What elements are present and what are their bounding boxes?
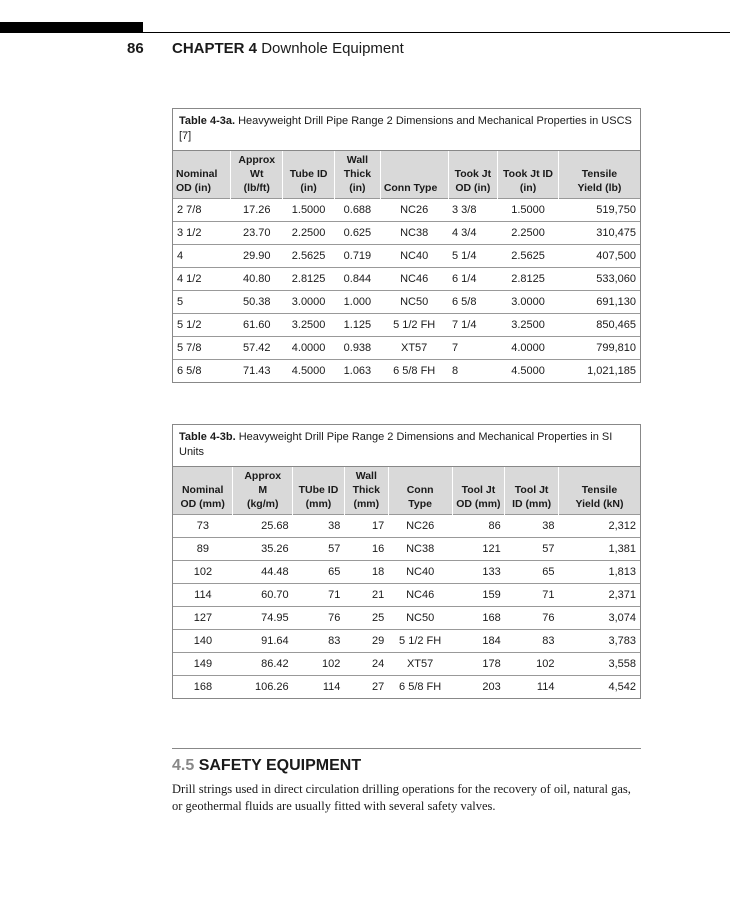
table-cell: 8 (448, 360, 498, 383)
table-cell: NC46 (388, 584, 452, 607)
table-cell: 0.625 (335, 222, 381, 245)
column-header-line: Tool Jt (514, 484, 549, 496)
table-cell: 35.26 (233, 538, 293, 561)
table-cell: 2,312 (558, 515, 640, 538)
column-header-line: Type (408, 498, 432, 510)
column-header-line: OD (in) (455, 182, 491, 194)
table-cell: 1,381 (558, 538, 640, 561)
section-rule (172, 748, 641, 749)
table-cell: 203 (452, 676, 505, 699)
running-head (172, 40, 404, 57)
table-cell: NC46 (380, 268, 448, 291)
column-header-line: Wall (346, 154, 368, 166)
table-cell: 4 3/4 (448, 222, 498, 245)
table-cell: 2.8125 (498, 268, 559, 291)
table-cell: 178 (452, 653, 505, 676)
column-header-line: Approx (238, 154, 276, 166)
column-header-line: Conn Type (383, 182, 438, 194)
table-cell: 83 (293, 630, 345, 653)
header-rule (143, 32, 730, 33)
table-cell: 73 (173, 515, 233, 538)
table-cell: 4 1/2 (173, 268, 231, 291)
table-cell: 5 1/4 (448, 245, 498, 268)
table-cell: 86.42 (233, 653, 293, 676)
table-cell: 5 (173, 291, 231, 314)
column-header-line: OD (mm) (180, 498, 225, 510)
column-header (452, 467, 505, 515)
table-row (173, 561, 640, 584)
column-header (380, 151, 448, 199)
table-cell: NC26 (380, 199, 448, 222)
table-cell: 3,074 (558, 607, 640, 630)
table-cell: 4 (173, 245, 231, 268)
table-cell: 5 1/2 (173, 314, 231, 337)
table-cell: 74.95 (233, 607, 293, 630)
table-cell: 5 1/2 FH (380, 314, 448, 337)
table-cell: 3 1/2 (173, 222, 231, 245)
caption-text: Heavyweight Drill Pipe Range 2 Dimensions and Mechanical Properties in SI Units (179, 431, 613, 458)
table-cell: 6 5/8 (448, 291, 498, 314)
table-cell: 168 (452, 607, 505, 630)
table-cell: 83 (505, 630, 559, 653)
table-cell: 6 1/4 (448, 268, 498, 291)
page-number: 86 (127, 40, 144, 57)
table-cell: XT57 (380, 337, 448, 360)
table-cell: 17 (344, 515, 388, 538)
table-4-3b (172, 424, 641, 699)
table-cell: NC50 (380, 291, 448, 314)
table-cell: 23.70 (231, 222, 283, 245)
table-cell: 29 (344, 630, 388, 653)
table-cell: 2 7/8 (173, 199, 231, 222)
column-header-line: Tube ID (289, 168, 328, 180)
table-cell: NC38 (380, 222, 448, 245)
table-cell: 3.2500 (283, 314, 335, 337)
column-header-line: M (258, 484, 268, 496)
table-cell: 3,783 (558, 630, 640, 653)
table-cell: 2.2500 (283, 222, 335, 245)
column-header-line: Tensile (581, 168, 618, 180)
table-cell: 114 (293, 676, 345, 699)
table-cell: 6 5/8 FH (388, 676, 452, 699)
table-cell: 3,558 (558, 653, 640, 676)
column-header-line: (in) (519, 182, 537, 194)
table-cell: 1,813 (558, 561, 640, 584)
column-header (498, 151, 559, 199)
column-header-line: TUbe ID (298, 484, 339, 496)
section-title: SAFETY EQUIPMENT (198, 757, 362, 774)
column-header-line: Approx (244, 470, 282, 482)
table-cell: 3.2500 (498, 314, 559, 337)
table-cell: 4.0000 (498, 337, 559, 360)
caption-label: Table 4-3b. (179, 431, 236, 443)
column-header (293, 467, 345, 515)
column-header-line: OD (in) (176, 182, 211, 194)
table-cell: 16 (344, 538, 388, 561)
table-cell: 17.26 (231, 199, 283, 222)
column-header (283, 151, 335, 199)
table-row (173, 291, 640, 314)
table-cell: 4.5000 (283, 360, 335, 383)
table-cell: 3.0000 (498, 291, 559, 314)
section-number: 4.5 (172, 757, 195, 774)
caption-label: Table 4-3a. (179, 115, 236, 127)
table-row (173, 653, 640, 676)
column-header-line: Tensile (581, 484, 618, 496)
table-cell: 1.125 (335, 314, 381, 337)
table-row (173, 360, 640, 383)
table-cell: 102 (293, 653, 345, 676)
table-cell: 91.64 (233, 630, 293, 653)
table-cell: 3.0000 (283, 291, 335, 314)
table-cell: 533,060 (558, 268, 640, 291)
table-cell: NC40 (388, 561, 452, 584)
column-header-line: OD (mm) (456, 498, 501, 510)
table-cell: 25 (344, 607, 388, 630)
column-header-line: Nominal (176, 168, 218, 180)
table-cell: 310,475 (558, 222, 640, 245)
column-header-line: (mm) (353, 498, 380, 510)
table-cell: 6 5/8 FH (380, 360, 448, 383)
table-cell: 2.2500 (498, 222, 559, 245)
table-cell: 29.90 (231, 245, 283, 268)
column-header-line: Yield (kN) (575, 498, 624, 510)
table-cell: 2.8125 (283, 268, 335, 291)
column-header-line: (mm) (305, 498, 332, 510)
table-cell: NC50 (388, 607, 452, 630)
table-cell: 27 (344, 676, 388, 699)
column-header (448, 151, 498, 199)
table-cell: 21 (344, 584, 388, 607)
column-header-line: (lb/ft) (243, 182, 270, 194)
table-cell: 2,371 (558, 584, 640, 607)
table-cell: 114 (505, 676, 559, 699)
table-cell: 0.938 (335, 337, 381, 360)
column-header (388, 467, 452, 515)
table-cell: 40.80 (231, 268, 283, 291)
table-cell: 850,465 (558, 314, 640, 337)
table-cell: 2.5625 (283, 245, 335, 268)
table-cell: 65 (293, 561, 345, 584)
table-caption (173, 425, 640, 467)
table-cell: 1,021,185 (558, 360, 640, 383)
table-row (173, 314, 640, 337)
table-cell: 7 (448, 337, 498, 360)
table-cell: 5 7/8 (173, 337, 231, 360)
table-cell: 24 (344, 653, 388, 676)
table-cell: NC40 (380, 245, 448, 268)
table-cell: 133 (452, 561, 505, 584)
table-cell: 0.688 (335, 199, 381, 222)
table-cell: 6 5/8 (173, 360, 231, 383)
column-header (505, 467, 559, 515)
table-cell: 76 (505, 607, 559, 630)
table-cell: 1.000 (335, 291, 381, 314)
table-caption (173, 109, 640, 151)
table-cell: 2.5625 (498, 245, 559, 268)
table-4-3a (172, 108, 641, 383)
table-cell: 407,500 (558, 245, 640, 268)
table-cell: 1.5000 (283, 199, 335, 222)
table-cell: 60.70 (233, 584, 293, 607)
table-cell: 5 1/2 FH (388, 630, 452, 653)
table-row (173, 222, 640, 245)
table-row (173, 337, 640, 360)
table-cell: 102 (173, 561, 233, 584)
column-header-line: (in) (300, 182, 317, 194)
table-cell: 1.5000 (498, 199, 559, 222)
column-header-line: Took Jt ID (503, 168, 554, 180)
chapter-title: Downhole Equipment (261, 40, 404, 57)
table-cell: 106.26 (233, 676, 293, 699)
section-heading (172, 757, 361, 775)
column-header (173, 467, 233, 515)
table-cell: 3 3/8 (448, 199, 498, 222)
table-cell: 71 (505, 584, 559, 607)
table-cell: XT57 (388, 653, 452, 676)
table-cell: 25.68 (233, 515, 293, 538)
chapter-label: CHAPTER 4 (172, 40, 258, 57)
column-header (344, 467, 388, 515)
table-row (173, 676, 640, 699)
column-header (335, 151, 381, 199)
table-cell: 65 (505, 561, 559, 584)
table-row (173, 199, 640, 222)
data-table (173, 467, 640, 698)
table-cell: 799,810 (558, 337, 640, 360)
table-cell: 121 (452, 538, 505, 561)
column-header-line: Wall (355, 470, 377, 482)
table-cell: 127 (173, 607, 233, 630)
table-cell: 140 (173, 630, 233, 653)
table-cell: 0.844 (335, 268, 381, 291)
data-table (173, 151, 640, 382)
table-cell: 4.0000 (283, 337, 335, 360)
table-cell: 102 (505, 653, 559, 676)
column-header-line: Tool Jt (461, 484, 496, 496)
table-cell: 50.38 (231, 291, 283, 314)
column-header (233, 467, 293, 515)
table-cell: 184 (452, 630, 505, 653)
table-cell: 4,542 (558, 676, 640, 699)
table-cell: 519,750 (558, 199, 640, 222)
table-cell: 0.719 (335, 245, 381, 268)
table-row (173, 607, 640, 630)
table-cell: 57.42 (231, 337, 283, 360)
table-cell: 168 (173, 676, 233, 699)
column-header (558, 151, 640, 199)
table-cell: 691,130 (558, 291, 640, 314)
column-header-line: (in) (349, 182, 366, 194)
column-header-line: Thick (343, 168, 372, 180)
column-header-line: Took Jt (454, 168, 492, 180)
column-header-line: Thick (352, 484, 380, 496)
table-cell: 149 (173, 653, 233, 676)
table-row (173, 584, 640, 607)
column-header-line: Wt (250, 168, 264, 180)
column-header-line: ID (mm) (512, 498, 552, 510)
table-cell: 57 (505, 538, 559, 561)
table-cell: 61.60 (231, 314, 283, 337)
table-cell: 71 (293, 584, 345, 607)
column-header (231, 151, 283, 199)
table-cell: 4.5000 (498, 360, 559, 383)
table-cell: 7 1/4 (448, 314, 498, 337)
caption-text: Heavyweight Drill Pipe Range 2 Dimensions and Mechanical Properties in USCS [7] (179, 115, 632, 142)
table-row (173, 268, 640, 291)
table-cell: 38 (293, 515, 345, 538)
table-cell: 159 (452, 584, 505, 607)
table-cell: 89 (173, 538, 233, 561)
column-header (173, 151, 231, 199)
table-cell: NC38 (388, 538, 452, 561)
column-header-line: Nominal (181, 484, 224, 496)
table-cell: 114 (173, 584, 233, 607)
table-cell: 71.43 (231, 360, 283, 383)
table-row (173, 538, 640, 561)
section-body: Drill strings used in direct circulation drilling operations for the recovery of oil, natural gas, or geothermal fluids are usually fitted with several safety valves. (172, 782, 631, 813)
header-bar (0, 22, 143, 33)
column-header-line: Yield (lb) (577, 182, 622, 194)
table-cell: NC26 (388, 515, 452, 538)
column-header-line: (kg/m) (246, 498, 279, 510)
column-header-line: Conn (406, 484, 434, 496)
table-cell: 44.48 (233, 561, 293, 584)
table-cell: 76 (293, 607, 345, 630)
table-cell: 18 (344, 561, 388, 584)
table-row (173, 245, 640, 268)
table-row (173, 515, 640, 538)
column-header (558, 467, 640, 515)
table-cell: 1.063 (335, 360, 381, 383)
table-cell: 86 (452, 515, 505, 538)
table-cell: 57 (293, 538, 345, 561)
table-cell: 38 (505, 515, 559, 538)
table-row (173, 630, 640, 653)
